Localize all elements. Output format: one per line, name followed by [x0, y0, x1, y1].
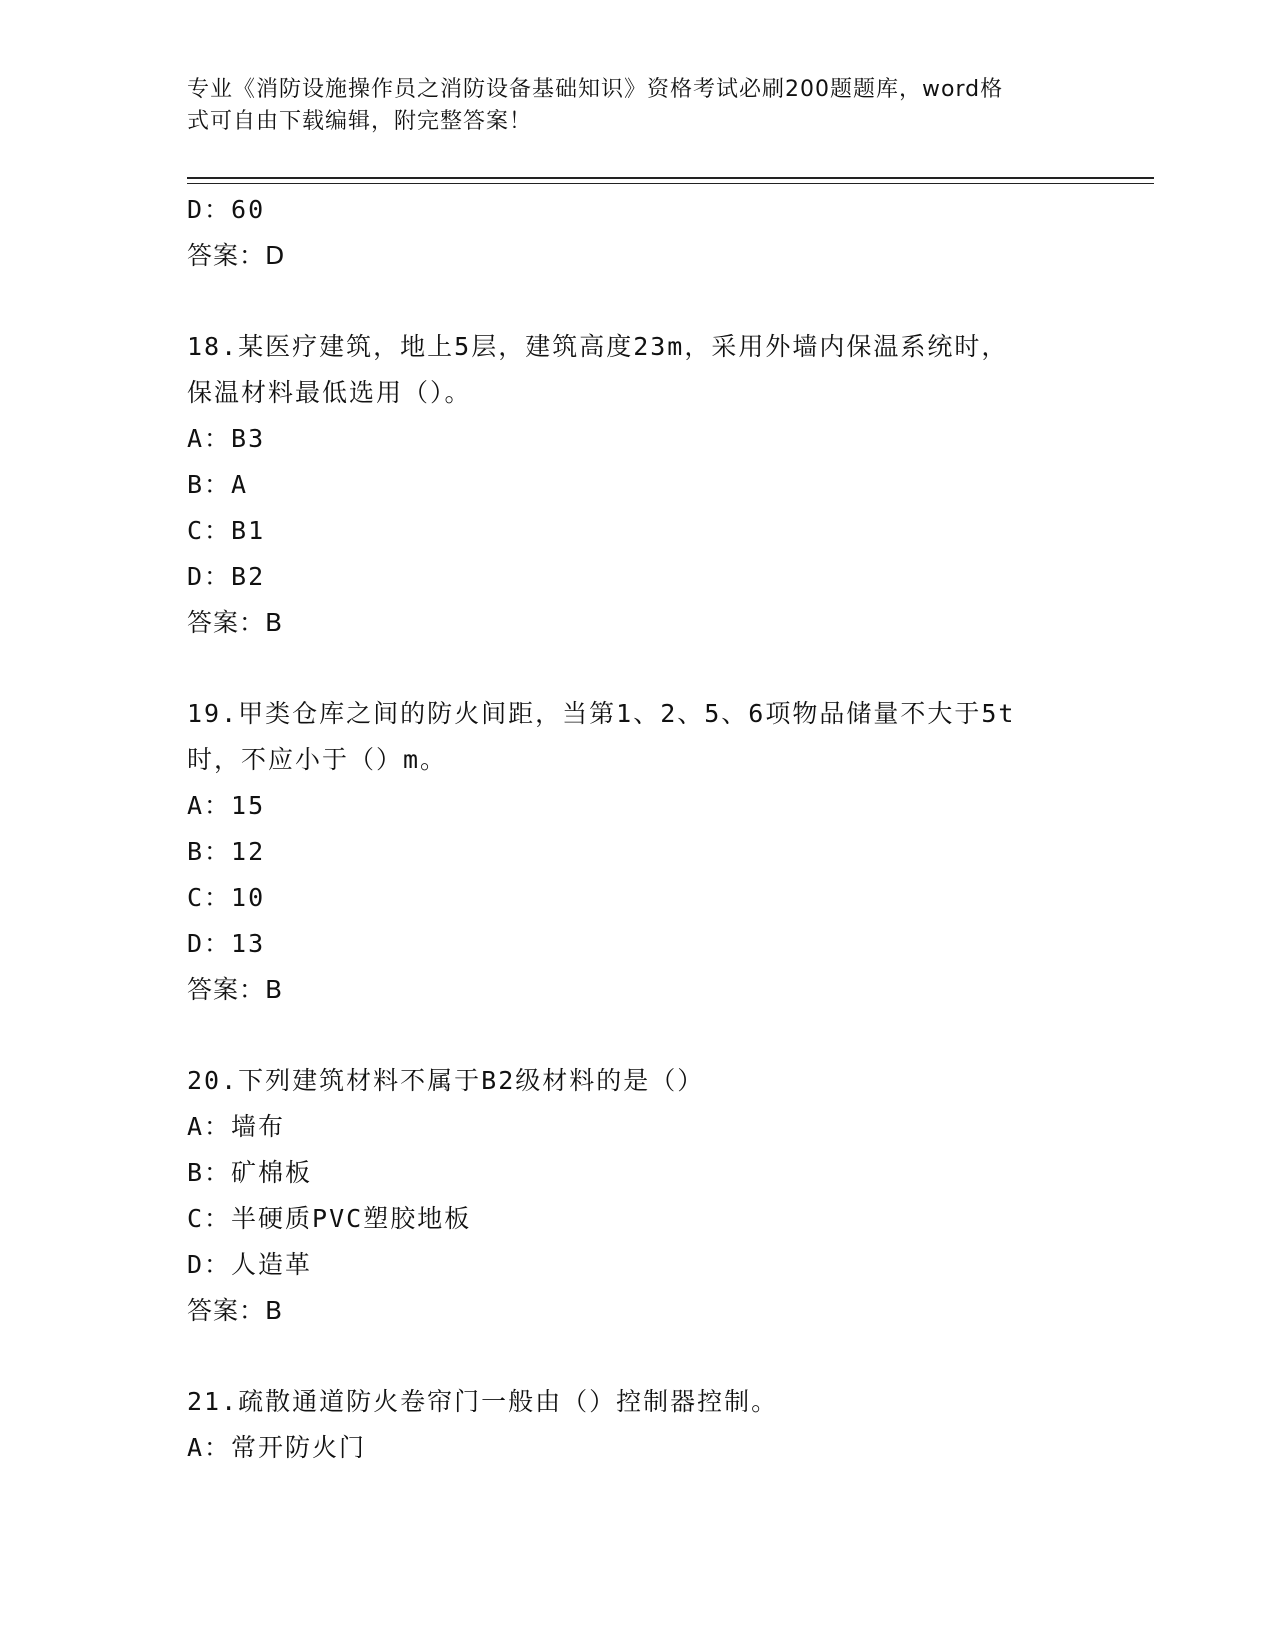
option-d: D：人造革 [187, 1250, 313, 1279]
option-c: C：B1 [187, 516, 266, 545]
document-header [187, 74, 1067, 138]
question-list [187, 187, 1087, 1471]
option-b: B：矿棉板 [187, 1158, 313, 1187]
option-d: D：B2 [187, 562, 266, 591]
answer-line: 答案：B [187, 608, 284, 637]
question-stem: 时，不应小于（）m。 [187, 745, 448, 774]
header-line-1: 专业《消防设施操作员之消防设备基础知识》资格考试必刷200题题库，word格 [187, 77, 1004, 102]
previous-question-tail [187, 187, 1087, 279]
header-divider-thin [187, 183, 1154, 184]
option-a: A：15 [187, 791, 266, 820]
answer-line: 答案：B [187, 1296, 284, 1325]
option-a: A：墙布 [187, 1112, 286, 1141]
header-line-2: 式可自由下载编辑，附完整答案！ [187, 109, 533, 134]
question-stem: 21.疏散通道防火卷帘门一般由（）控制器控制。 [187, 1387, 779, 1416]
option-b: B：A [187, 470, 249, 499]
answer-line: 答案：D [187, 241, 286, 270]
answer-line: 答案：B [187, 975, 284, 1004]
question-stem: 保温材料最低选用（）。 [187, 378, 472, 407]
option-b: B：12 [187, 837, 266, 866]
header-divider-thick [187, 177, 1154, 179]
option-d: D：13 [187, 929, 266, 958]
question-20 [187, 1058, 1087, 1334]
option-c: C：半硬质PVC塑胶地板 [187, 1204, 472, 1233]
question-stem: 18.某医疗建筑，地上5层，建筑高度23m，采用外墙内保温系统时， [187, 332, 1009, 361]
option-d: D：60 [187, 195, 266, 224]
question-stem: 19.甲类仓库之间的防火间距，当第1、2、5、6项物品储量不大于5t [187, 699, 1016, 728]
question-19 [187, 691, 1087, 1013]
question-21 [187, 1379, 1087, 1471]
question-stem: 20.下列建筑材料不属于B2级材料的是（） [187, 1066, 705, 1095]
option-a: A：B3 [187, 424, 266, 453]
option-a: A：常开防火门 [187, 1433, 367, 1462]
question-18 [187, 324, 1087, 646]
option-c: C：10 [187, 883, 266, 912]
